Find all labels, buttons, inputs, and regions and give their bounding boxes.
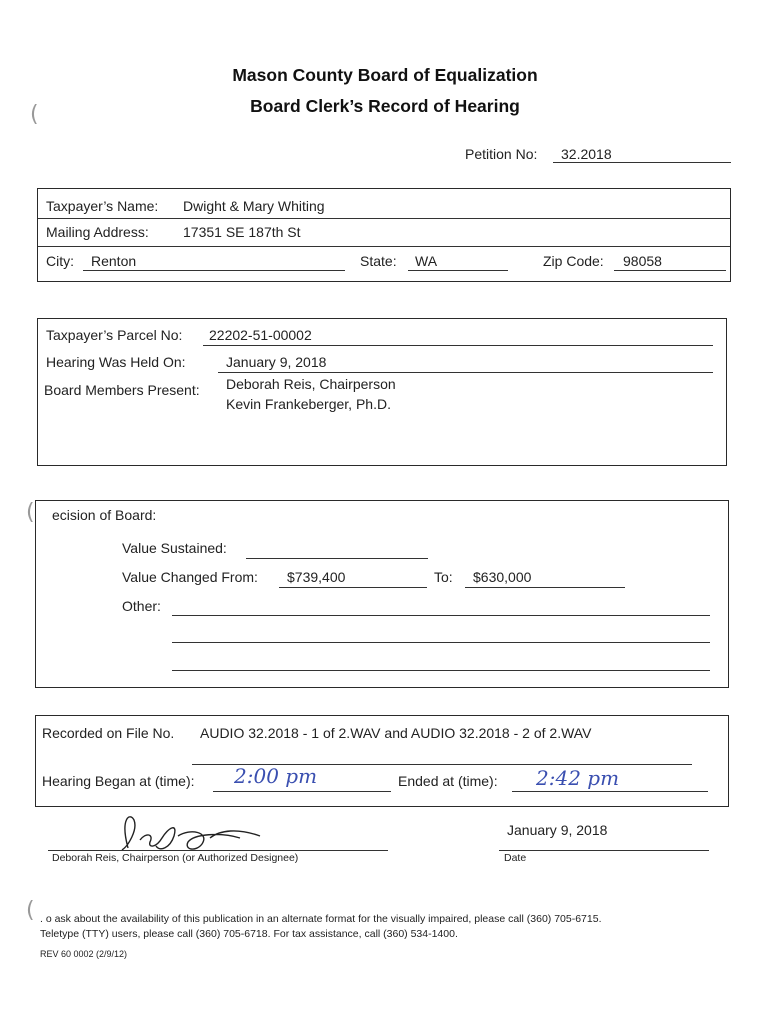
other-underline-1 <box>172 615 710 616</box>
hearing-began-value: 2:00 pm <box>234 764 318 788</box>
date-caption: Date <box>504 852 527 864</box>
board-member-1: Deborah Reis, Chairperson <box>226 376 396 392</box>
value-changed-from-underline <box>279 587 427 588</box>
hearing-held-underline <box>218 372 713 373</box>
hearing-ended-underline <box>512 791 708 792</box>
value-changed-from: $739,400 <box>287 569 346 585</box>
hearing-held-label: Hearing Was Held On: <box>46 354 186 370</box>
taxpayer-name-label: Taxpayer’s Name: <box>46 198 159 214</box>
hearing-ended-value: 2:42 pm <box>536 766 620 790</box>
petition-label: Petition No: <box>465 146 538 162</box>
hearing-began-label: Hearing Began at (time): <box>42 773 195 789</box>
city-value: Renton <box>91 253 137 269</box>
board-member-2: Kevin Frankeberger, Ph.D. <box>226 396 391 412</box>
decision-label: ecision of Board: <box>52 507 157 523</box>
value-changed-to-underline <box>465 587 625 588</box>
form-subtitle: Board Clerk’s Record of Hearing <box>250 96 520 116</box>
recorded-file-value: AUDIO 32.2018 - 1 of 2.WAV and AUDIO 32.2018 - 2 of 2.WAV <box>200 725 592 741</box>
board-members-label: Board Members Present: <box>44 382 200 398</box>
footer-tty-text: Teletype (TTY) users, please call (360) 705-6718. For tax assistance, call (360) 534-1400. <box>40 928 458 940</box>
hole-punch-mark: ( <box>30 102 39 127</box>
decision-box <box>35 500 729 688</box>
date-underline <box>499 850 709 851</box>
value-sustained-underline <box>246 558 428 559</box>
parcel-underline <box>203 345 713 346</box>
signature-underline <box>48 850 388 851</box>
mailing-address-value: 17351 SE 187th St <box>183 224 301 240</box>
city-underline <box>83 270 345 271</box>
parcel-label: Taxpayer’s Parcel No: <box>46 327 183 343</box>
signature-date-value: January 9, 2018 <box>507 822 608 838</box>
recorded-file-label: Recorded on File No. <box>42 725 175 741</box>
form-title: Mason County Board of Equalization <box>232 65 538 85</box>
state-value: WA <box>415 253 438 269</box>
mailing-address-label: Mailing Address: <box>46 224 149 240</box>
hearing-began-underline <box>213 791 391 792</box>
petition-value: 32.2018 <box>561 146 612 162</box>
value-changed-label: Value Changed From: <box>122 569 258 585</box>
other-label: Other: <box>122 598 161 614</box>
city-label: City: <box>46 253 74 269</box>
parcel-value: 22202-51-00002 <box>209 327 312 343</box>
other-underline-3 <box>172 670 710 671</box>
hole-punch-mark: ( <box>26 898 35 923</box>
value-to-label: To: <box>434 569 453 585</box>
zip-label: Zip Code: <box>543 253 604 269</box>
state-underline <box>408 270 508 271</box>
hearing-held-value: January 9, 2018 <box>226 354 327 370</box>
taxpayer-divider <box>38 218 730 219</box>
value-changed-to: $630,000 <box>473 569 532 585</box>
zip-underline <box>614 270 726 271</box>
signer-caption: Deborah Reis, Chairperson (or Authorized Designee) <box>52 852 299 864</box>
value-sustained-label: Value Sustained: <box>122 540 227 556</box>
hole-punch-mark: ( <box>26 500 35 525</box>
hearing-ended-label: Ended at (time): <box>398 773 498 789</box>
petition-underline <box>553 162 731 163</box>
form-revision: REV 60 0002 (2/9/12) <box>40 949 128 959</box>
zip-value: 98058 <box>623 253 662 269</box>
state-label: State: <box>360 253 397 269</box>
taxpayer-name-value: Dwight & Mary Whiting <box>183 198 325 214</box>
taxpayer-divider <box>38 246 730 247</box>
other-underline-2 <box>172 642 710 643</box>
footer-accessibility-text: . o ask about the availability of this publication in an alternate format for the visually impaired, please call (360) 705-6715. <box>40 913 602 925</box>
